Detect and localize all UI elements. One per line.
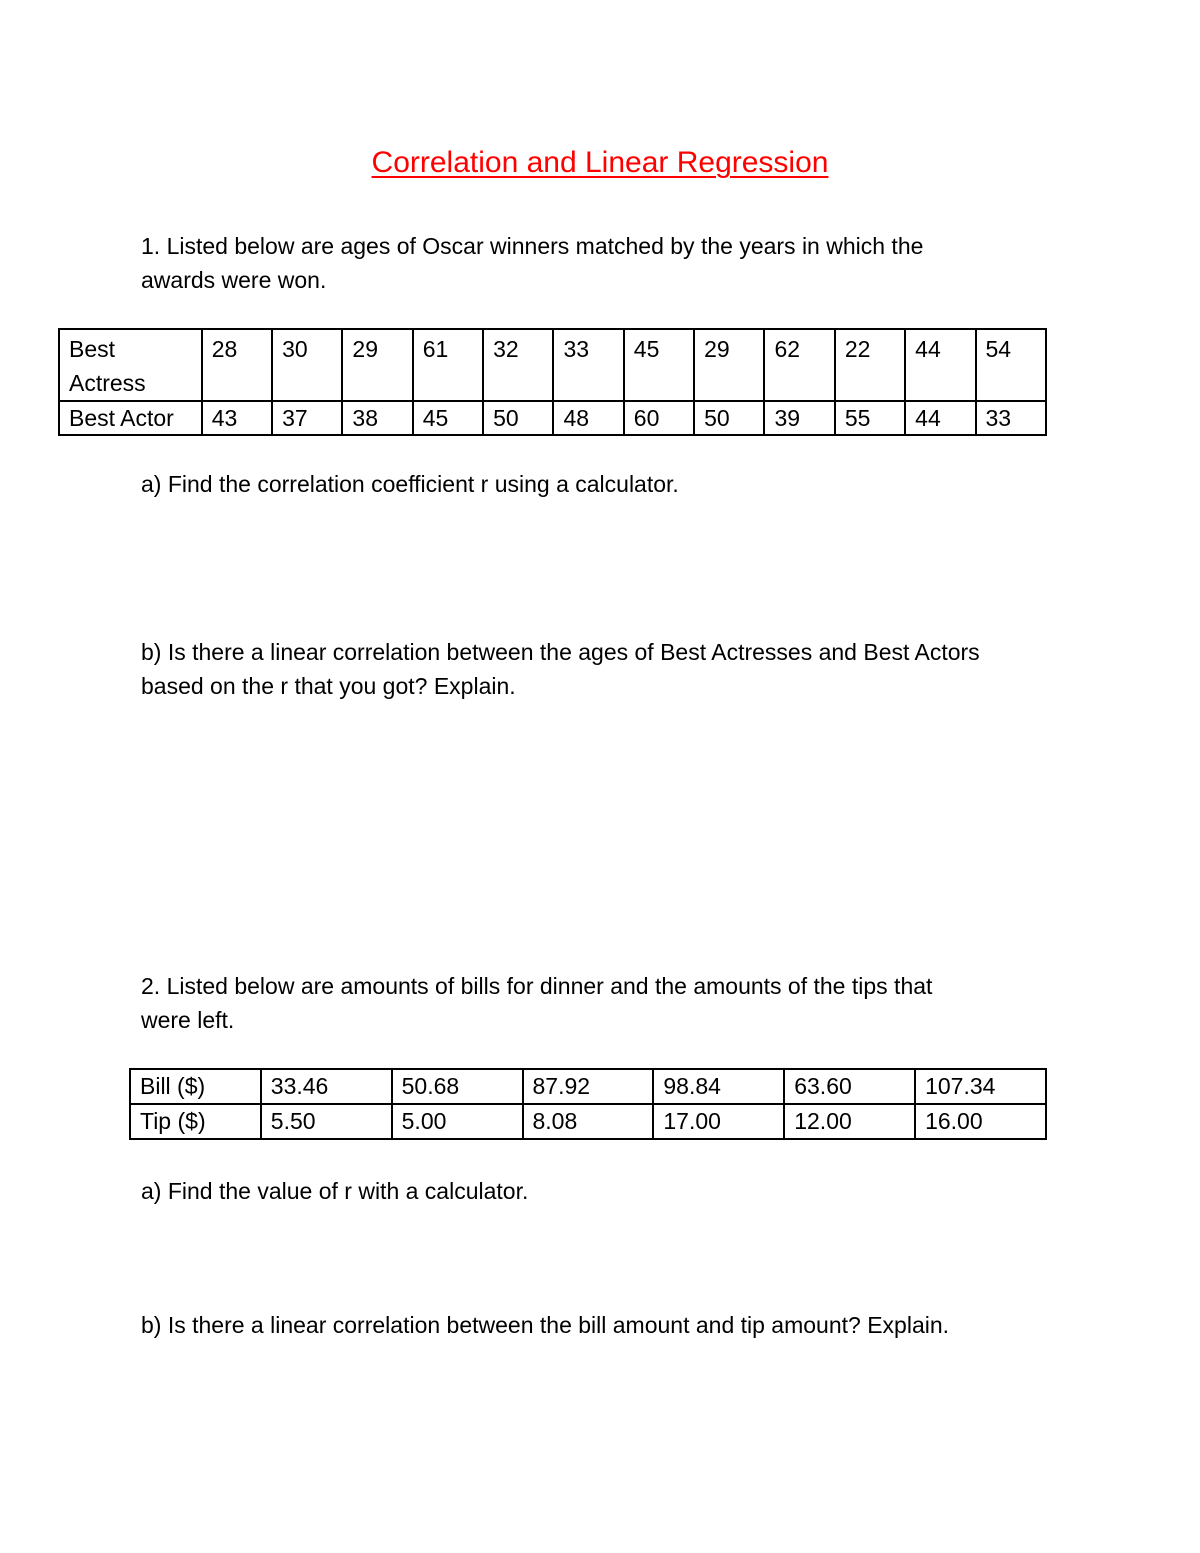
row-header-tip: Tip ($) (130, 1104, 261, 1139)
table-cell: 5.50 (261, 1104, 392, 1139)
table-cell: 29 (694, 329, 764, 401)
table-row (130, 1069, 1046, 1104)
table-cell: 44 (905, 401, 975, 435)
table-cell: 43 (202, 401, 272, 435)
table-cell: 28 (202, 329, 272, 401)
table-cell: 54 (976, 329, 1047, 401)
question-1-part-b-line-1: b) Is there a linear correlation between the ages of Best Actresses and Best Actors (141, 639, 980, 665)
table-cell: 50.68 (392, 1069, 523, 1104)
question-1-prompt-line-2: awards were won. (141, 267, 327, 293)
row-header-best-actress-line-2: Actress (69, 370, 146, 396)
table-cell: 107.34 (915, 1069, 1046, 1104)
row-header-bill: Bill ($) (130, 1069, 261, 1104)
table-cell: 39 (764, 401, 834, 435)
table-cell: 63.60 (784, 1069, 915, 1104)
page-title: Correlation and Linear Regression (371, 146, 829, 179)
table-cell: 17.00 (653, 1104, 784, 1139)
question-1-part-a: a) Find the correlation coefficient r using a calculator. (141, 471, 679, 497)
oscar-ages-table (58, 328, 1047, 436)
table-cell: 29 (342, 329, 412, 401)
table-cell: 37 (272, 401, 342, 435)
row-header-best-actor: Best Actor (59, 401, 202, 435)
question-2-part-a: a) Find the value of r with a calculator. (141, 1178, 529, 1204)
table-cell: 33 (553, 329, 623, 401)
table-cell: 62 (764, 329, 834, 401)
table-cell: 38 (342, 401, 412, 435)
table-cell: 32 (483, 329, 553, 401)
table-cell: 44 (905, 329, 975, 401)
table-cell: 45 (413, 401, 483, 435)
question-1-prompt-line-1: 1. Listed below are ages of Oscar winners matched by the years in which the (141, 233, 924, 259)
table-cell: 22 (835, 329, 905, 401)
question-1-part-b-line-2: based on the r that you got? Explain. (141, 673, 516, 699)
table-cell: 30 (272, 329, 342, 401)
table-cell: 33.46 (261, 1069, 392, 1104)
table-cell: 87.92 (523, 1069, 654, 1104)
table-cell: 16.00 (915, 1104, 1046, 1139)
table-cell: 45 (624, 329, 694, 401)
question-1-prompt (141, 229, 1061, 297)
table-cell: 60 (624, 401, 694, 435)
question-2-prompt-line-2: were left. (141, 1007, 235, 1033)
table-cell: 12.00 (784, 1104, 915, 1139)
table-cell: 48 (553, 401, 623, 435)
table-cell: 33 (976, 401, 1047, 435)
table-cell: 55 (835, 401, 905, 435)
table-cell: 61 (413, 329, 483, 401)
table-cell: 98.84 (653, 1069, 784, 1104)
question-2-part-b: b) Is there a linear correlation between the bill amount and tip amount? Explain. (141, 1312, 950, 1338)
table-row (59, 329, 1046, 401)
table-row (130, 1104, 1046, 1139)
row-header-best-actress-line-1: Best (69, 336, 116, 362)
question-2-prompt (141, 969, 1061, 1037)
table-cell: 5.00 (392, 1104, 523, 1139)
row-header-best-actress (59, 329, 202, 401)
bill-tip-table (129, 1068, 1047, 1140)
table-cell: 8.08 (523, 1104, 654, 1139)
table-cell: 50 (694, 401, 764, 435)
question-2-prompt-line-1: 2. Listed below are amounts of bills for dinner and the amounts of the tips that (141, 973, 933, 999)
table-cell: 50 (483, 401, 553, 435)
question-1-part-b (141, 635, 1061, 703)
table-row (59, 401, 1046, 435)
